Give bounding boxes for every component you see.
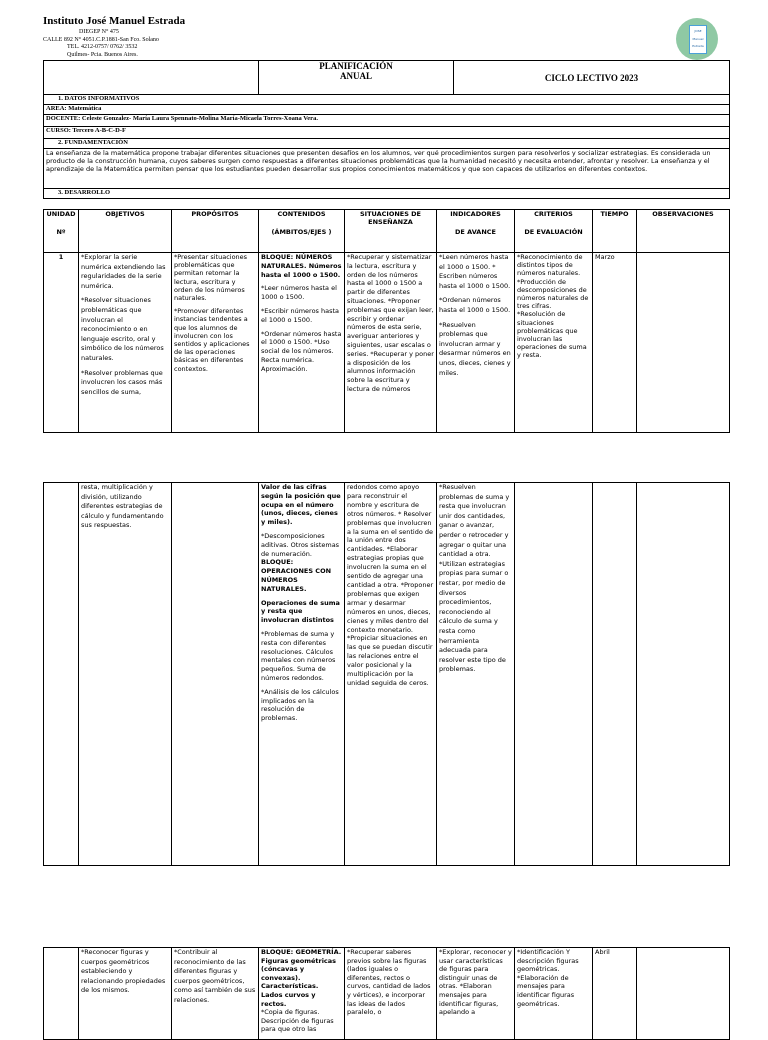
plan-title-line2: ANUAL — [339, 71, 372, 81]
institution-city: Quilmes- Pcia. Buenos Aires. — [67, 52, 138, 58]
area-field: AREA: Matemática — [44, 105, 730, 115]
fundamentacion-text: La enseñanza de la matemática propone trabajar diferentes situaciones que presenten desafíos en los alumnos, ver qué procedimientos surgen para resolverlos y socializar estrategias. Es considerada un producto de la construcción humana, cuyos saberes surgen como respuestas a diferentes situaciones problemáticas que la humanidad necesitó y necesita entender, afrontar y resolver. La enseñanza y el aprendizaje de la Matemática permiten pensar que los estudiantes pueden desarrollar sus propios conocimientos matemáticos y que son capaces de utilizarlos en diferentes contextos. — [44, 149, 730, 189]
tiempo-cell-3: Abril — [593, 948, 637, 1040]
school-cycle: CICLO LECTIVO 2023 — [454, 61, 730, 95]
title-blank-cell — [44, 61, 259, 95]
section-desarrollo: 3. DESARROLLO — [44, 189, 730, 199]
section-fundamentacion: 2. FUNDAMENTACIÓN — [44, 139, 730, 149]
col-criterios: CRITERIOS DE EVALUACIÓN — [515, 210, 593, 253]
col-propositos: PROPÓSITOS — [172, 210, 259, 253]
indicadores-cell-2: *Resuelven problemas de suma y resta que involucran unir dos cantidades, ganar o avanzar, perder o retroceder y agregar o quitar una cantidad a otra. *Utilizan estrategias propias para sumar o restar, por medio de diversos procedimientos, reconociendo al cálculo de suma y resta como herramienta adecuada para resolver este tipo de problemas. — [437, 483, 515, 866]
observaciones-cell — [637, 253, 730, 433]
propositos-cell-3: *Contribuir al reconocimiento de las diferentes figuras y cuerpos geométricos, como así también de sus relaciones. — [172, 948, 259, 1040]
propositos-cell: *Presentar situaciones problemáticas que permitan retomar la lectura, escritura y orden de los números naturales. *Promover diferentes instancias tendentes a que los alumnos de involucren con los sentidos y aplicaciones de las operaciones básicas en diferentes contextos. — [172, 253, 259, 433]
logo-page-icon — [689, 25, 707, 54]
indicadores-cell-3: *Explorar, reconocer y usar características de figuras para distinguir unas de otras. *Elaboran mensajes para identificar figuras, apelando a — [437, 948, 515, 1040]
unidad-cell-3 — [44, 948, 79, 1040]
tiempo-cell: Marzo — [593, 253, 637, 433]
situaciones-cell: *Recuperar y sistematizar la lectura, escritura y orden de los números hasta el 1000 o 1500 a partir de diferentes situaciones. *Proponer problemas que exijan leer, escribir y ordenar números de esta serie, averiguar anteriores y siguientes, usar escalas o series. *Recuperar y poner a disposición de los alumnos información sobre la escritura y lectura de números — [345, 253, 437, 433]
logo-text-3: Estrada — [692, 44, 704, 48]
criterios-cell-3: *Identificación Y descripción figuras geométricas. *Elaboración de mensajes para identificar figuras geométricas. — [515, 948, 593, 1040]
development-table-1 — [43, 209, 730, 433]
col-situaciones: SITUACIONES DE ENSEÑANZA — [345, 210, 437, 253]
unidad-cell-2 — [44, 483, 79, 866]
col-contenidos: CONTENIDOS (ÁMBITOS/EJES ) — [259, 210, 345, 253]
section-datos: 1. DATOS INFORMATIVOS — [44, 95, 730, 105]
objetivos-cell: *Explorar la serie numérica extendiendo las regularidades de la serie numérica. *Resolver situaciones problemáticas que involucran el reconocimiento o en lenguaje escrito, oral y simbólico de los números naturales. *Resolver problemas que involucren los casos más sencillos de suma, — [79, 253, 172, 433]
col-unidad: UNIDAD Nº — [44, 210, 79, 253]
contenidos-cell-2: Valor de las cifras según la posición que ocupa en el número (unos, dieces, cienes y miles). *Descomposiciones aditivas. Otros sistemas de numeración. BLOQUE: OPERACIONES CON NÚMEROS NATURALES. Operaciones de suma y resta que involucran distintos *Problemas de suma y resta con diferentes resoluciones. Cálculos mentales con números pequeños. Suma de números redondos. *Análisis de los cálculos implicados en la resolución de problemas. — [259, 483, 345, 866]
criterios-cell-2 — [515, 483, 593, 866]
institution-diegep: DIEGEP N° 475 — [79, 29, 119, 35]
indicadores-cell: *Leen números hasta el 1000 o 1500. * Escriben números hasta el 1000 o 1500. *Ordenan números hasta el 1000 o 1500. *Resuelven problemas que involucran armar y desarmar números en unos, dieces, cienes y miles. — [437, 253, 515, 433]
contenidos-cell-3: BLOQUE: GEOMETRÍA. Figuras geométricas (cóncavas y convexas). Características. Lados curvos y rectos. *Copia de figuras. Descripción de figuras para que otro las — [259, 948, 345, 1040]
observaciones-cell-3 — [637, 948, 730, 1040]
objetivos-cell-3: *Reconocer figuras y cuerpos geométricos estableciendo y relacionando propiedades de los mismos. — [79, 948, 172, 1040]
situaciones-cell-3: *Recuperar saberes previos sobre las figuras (lados iguales o diferentes, rectos o curvos, cantidad de lados y vértices), e incorporar las ideas de lados paralelo, o — [345, 948, 437, 1040]
col-indicadores: INDICADORES DE AVANCE — [437, 210, 515, 253]
col-observaciones: OBSERVACIONES — [637, 210, 730, 253]
objetivos-cell-2: resta, multiplicación y división, utilizando diferentes estrategias de cálculo y fundamentando sus respuestas. — [79, 483, 172, 866]
propositos-cell-2 — [172, 483, 259, 866]
institution-phone: TEL. 4212-0757/ 0762/ 3532 — [67, 44, 138, 50]
info-table — [43, 60, 730, 199]
school-logo — [676, 18, 718, 60]
tiempo-cell-2 — [593, 483, 637, 866]
curso-field: CURSO: Tercero A-B-C-D-F — [44, 127, 730, 139]
logo-text-2: Manuel — [692, 36, 704, 41]
logo-text-1: JOSE — [694, 29, 702, 33]
situaciones-cell-2: redondos como apoyo para reconstruir el nombre y escritura de otros números. * Resolver problemas que involucren a la suma en el sentido de la unión entre dos cantidades. *Elaborar estrategias propias que involucren la suma en el sentido de agregar una cantidad a otra. *Proponer problemas que exigen armar y desarmar números en unos, dieces, cienes y miles dentro del contexto monetario. *Propiciar situaciones en las que se puedan discutir las relaciones entre el valor posicional y la multiplicación por la unidad seguida de ceros. — [345, 483, 437, 866]
unidad-number: 1 — [44, 253, 79, 433]
contenidos-cell: BLOQUE: NÚMEROS NATURALES. Números hasta el 1000 o 1500. *Leer números hasta el 1000 o 1500. *Escribir números hasta el 1000 o 1500. *Ordenar números hasta el 1000 o 1500. *Uso social de los números. Recta numérica. Aproximación. — [259, 253, 345, 433]
institution-address: CALLE 892 N° 4051.C.P.1881-San Fco. Solano — [43, 37, 159, 43]
plan-title — [259, 61, 454, 95]
development-table-2 — [43, 482, 730, 866]
col-objetivos: OBJETIVOS — [79, 210, 172, 253]
col-tiempo: TIEMPO — [593, 210, 637, 253]
criterios-cell: *Reconocimiento de distintos tipos de números naturales. *Producción de descomposiciones de números naturales de tres cifras. *Resolución de situaciones problemáticas que involucran las operaciones de suma y resta. — [515, 253, 593, 433]
development-table-3 — [43, 947, 730, 1040]
plan-title-line1: PLANIFICACIÓN — [319, 61, 393, 71]
observaciones-cell-2 — [637, 483, 730, 866]
institution-name: Instituto José Manuel Estrada — [43, 15, 186, 27]
docente-field: DOCENTE: Celeste Gonzalez- María Laura Spennato-Molina María-Micaela Torres-Xoana Vera. — [44, 115, 730, 127]
